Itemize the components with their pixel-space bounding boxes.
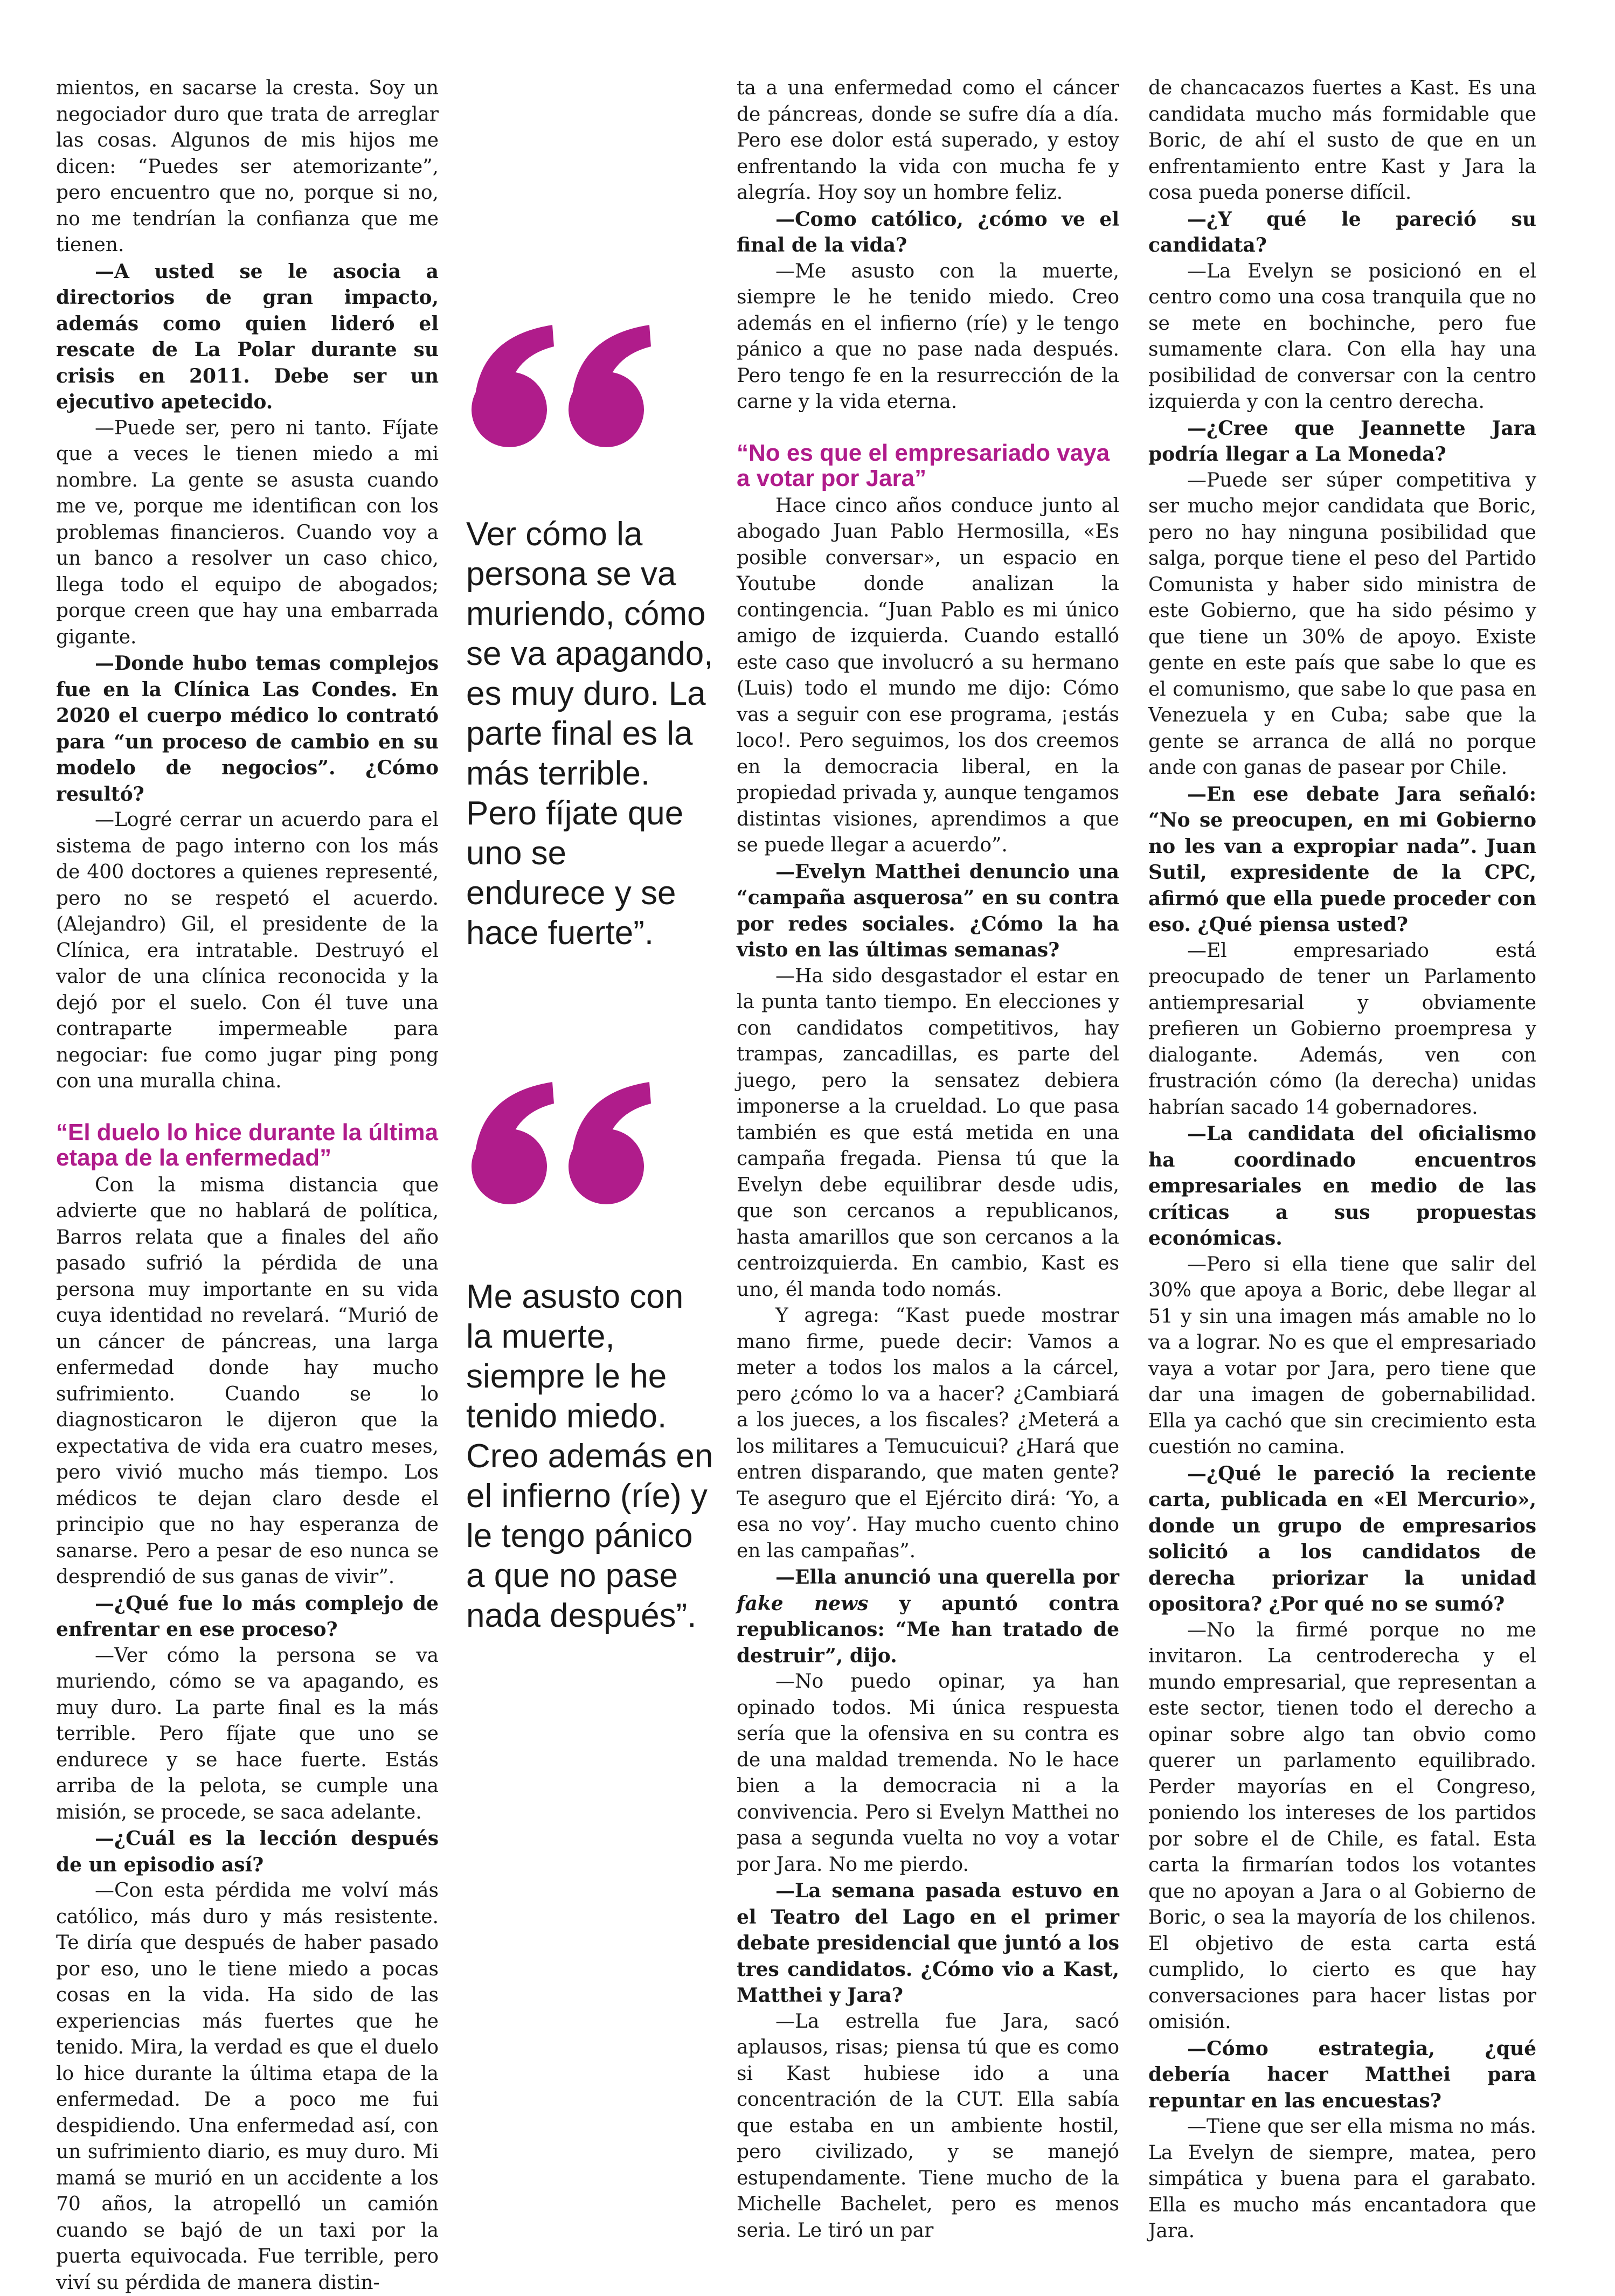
question: —La candidata del oficialismo ha coordinado encuentros empresariales en medio de las críticas a sus propuestas económicas. xyxy=(1148,1122,1536,1250)
question-text: —Ella anunció una querella por xyxy=(775,1566,1119,1589)
paragraph: de chancacazos fuertes a Kast. Es una candidata mucho más formidable que Boric, de ahí el susto de que en un enfrentamiento entre Kast y Jara la cosa pueda ponerse difícil. xyxy=(1148,77,1536,204)
question: —¿Qué le pareció la reciente carta, publicada en «El Mercurio», donde un grupo de empresarios solicitó a los candidatos de derecha priorizar la unidad opositora? ¿Por qué no se sumó? xyxy=(1148,1462,1536,1615)
answer: —No la firmé porque no me invitaron. La centroderecha y el mundo empresarial, que representan a este sector, tienen todo el derecho a opinar sobre algo tan obvio como querer un parlamento equilibrado. Perder mayorías en el Congreso, poniendo los intereses de los partidos por sobre el de Chile, es fatal. Esta carta la firmarían todos los votantes que no apoyan a Jara o al Gobierno de Boric, o sea la mayoría de los chilenos. El objetivo de esta carta está cumplido, lo cierto es que hay conversaciones para hacer listas por omisión. xyxy=(1148,1619,1536,2033)
column-3 xyxy=(1148,75,1536,2245)
answer: —El empresariado está preocupado de tener un Parlamento antiempresarial y obviamente prefieren un Gobierno proempresa y dialogante. Además, ven con frustración cómo (la derecha) unidas habrían sacado 14 gobernadores. xyxy=(1148,939,1536,1119)
paragraph: Con la misma distancia que advierte que no hablará de política, Barros relata que a finales del año pasado sufrió la pérdida de una persona muy importante en su vida cuya identidad no revelará. “Murió de un cáncer de páncreas, una larga enfermedad donde hay mucho sufrimiento. Cuando se lo diagnosticaron le dijeron que la expectativa de vida era cuatro meses, pero vivió mucho más tiempo. Los médicos te dejan claro desde el principio que no hay esperanza de sanarse. Pero a pesar de eso nunca se desprendió de sus ganas de vivir”. xyxy=(56,1174,439,1588)
question: —Donde hubo temas complejos fue en la Clínica Las Condes. En 2020 el cuerpo médico lo contrató para “un proceso de cambio en su modelo de negocios”. ¿Cómo resultó? xyxy=(56,652,439,806)
paragraph: ta a una enfermedad como el cáncer de páncreas, donde se sufre día a día. Pero ese dolor está superado, y estoy enfrentando la vida con mucha fe y alegría. Hoy soy un hombre feliz. xyxy=(737,77,1119,204)
answer: —Me asusto con la muerte, siempre le he tenido miedo. Creo además en el infierno (ríe) y le tengo pánico a que no pase nada después. Pero tengo fe en la resurrección de la carne y la vida eterna. xyxy=(737,260,1119,413)
question: —Cómo estrategia, ¿qué debería hacer Matthei para repuntar en las encuestas? xyxy=(1148,2037,1536,2112)
answer: —No puedo opinar, ya han opinado todos. Mi única respuesta sería que la ofensiva en su contra es de una maldad tremenda. No le hace bien a la democracia ni a la convivencia. Pero si Evelyn Matthei no pasa a segunda vuelta no voy a votar por Jara. No me pierdo. xyxy=(737,1670,1119,1876)
answer: —Ver cómo la persona se va muriendo, cómo se va apagando, es muy duro. La parte final es la más terrible. Pero fíjate que uno se endurece y se hace fuerte. Estás arriba de la pelota, se cumple una misión, se procede, se saca adelante. xyxy=(56,1644,439,1823)
question: —Evelyn Matthei denuncio una “campaña asquerosa” en su contra por redes sociales. ¿Cómo la ha visto en las últimas semanas? xyxy=(737,860,1119,961)
column-1 xyxy=(56,75,439,2296)
answer: —Con esta pérdida me volví más católico, más duro y más resistente. Te diría que después de haber pasado por eso, uno le tiene miedo a pocas cosas en la vida. Ha sido de las experiencias más fuertes que he tenido. Mira, la verdad es que el duelo lo hice durante la última etapa de la enfermedad. De a poco me fui despidiendo. Una enfermedad así, con un sufrimiento diario, es muy duro. Mi mamá se murió en un accidente a los 70 años, la atropelló un camión cuando se bajó de un taxi por la puerta equivocada. Fue terrible, pero viví su pérdida de manera distin- xyxy=(56,1879,439,2294)
paragraph: Hace cinco años conduce junto al abogado Juan Pablo Hermosilla, «Es posible conversar», un espacio en Youtube donde analizan la contingencia. “Juan Pablo es mi único amigo de izquierda. Cuando estalló este caso que involucró a su hermano (Luis) todo el mundo me dijo: Cómo vas a seguir con ese programa, ¡estás loco!. Pero seguimos, los dos creemos en la democracia liberal, en la propiedad privada y, aunque tengamos distintas visiones, aprendimos a que se puede llegar a acuerdo”. xyxy=(737,494,1119,856)
question: —¿Cree que Jeannette Jara podría llegar a La Moneda? xyxy=(1148,417,1536,466)
question: —¿Y qué le pareció su candidata? xyxy=(1148,207,1536,256)
answer: —La estrella fue Jara, sacó aplausos, risas; piensa tú que es como si Kast hubiese ido a una concentración de la CUT. Ella sabía que estaba en un ambiente hostil, pero civilizado, y se manejó estupendamente. Tiene mucho de la Michelle Bachelet, pero es menos seria. Le tiró un par xyxy=(737,2010,1119,2242)
section-heading: “El duelo lo hice durante la última etapa de la enfermedad” xyxy=(56,1119,439,1171)
paragraph: Y agrega: “Kast puede mostrar mano firme, puede decir: Vamos a meter a todos los malos a la cárcel, pero ¿cómo lo va a hacer? ¿Cambiará a los jueces, a los fiscales? ¿Meterá a los militares a Temucuicui? ¿Hará que entren disparando, que maten gente? Te aseguro que el Ejército dirá: ‘Yo, a esa no voy’. Hay mucho cuento chino en las campañas”. xyxy=(737,1305,1119,1562)
pull-quote-1: Ver cómo la persona se va muriendo, cómo se va apagando, es muy duro. La parte final es la más terrible. Pero fíjate que uno se endurece y se hace fuerte”. xyxy=(466,516,713,952)
quote-mark-icon xyxy=(463,315,657,450)
question: —Como católico, ¿cómo ve el final de la vida? xyxy=(737,207,1119,256)
answer: —La Evelyn se posicionó en el centro como una cosa tranquila que no se mete en bochinche, pero fue sumamente clara. Con ella hay una posibilidad de conversar con la centro izquierda y con la centro derecha. xyxy=(1148,260,1536,413)
paragraph: mientos, en sacarse la cresta. Soy un negociador duro que trata de arreglar las cosas. Algunos de mis hijos me dicen: “Puedes ser atemorizante”, pero encuentro que no, porque si no, no me tendrían la confianza que me tienen. xyxy=(56,77,439,256)
answer: —Tiene que ser ella misma no más. La Evelyn de siempre, matea, pero simpática y buena para el garabato. Ella es mucho más encantadora que Jara. xyxy=(1148,2115,1536,2242)
pull-quote-2: Me asusto con la muerte, siempre le he tenido miedo. Creo además en el infierno (ríe) y le tengo pánico a que no pase nada después”. xyxy=(466,1278,713,1634)
answer: —Logré cerrar un acuerdo para el sistema de pago interno con los más de 400 doctores a quienes representé, pero no se respetó el acuerdo. (Alejandro) Gil, el presidente de la Clínica, era intratable. Destruyó el valor de una clínica reconocida y la dejó por el suelo. Con él tuve una contraparte impermeable para negociar: fue como jugar ping pong con una muralla china. xyxy=(56,809,439,1092)
italic-term: fake news xyxy=(737,1592,869,1615)
answer: —Puede ser, pero ni tanto. Fíjate que a veces le tienen miedo a mi nombre. La gente se asusta cuando me ve, porque me identifican con los problemas financieros. Cuando voy a un banco a resolver un caso chico, llega todo el equipo de abogados; porque creen que hay una embarrada gigante. xyxy=(56,417,439,648)
section-heading: “No es que el empresariado vaya a votar por Jara” xyxy=(737,439,1110,491)
question: —La semana pasada estuvo en el Teatro del Lago en el primer debate presidencial que juntó a los tres candidatos. ¿Cómo vio a Kast, Matthei y Jara? xyxy=(737,1879,1119,2007)
question: —En ese debate Jara señaló: “No se preocupen, en mi Gobierno no les van a expropiar nada”. Juan Sutil, expresidente de la CPC, afirmó que ella puede proceder con eso. ¿Qué piensa usted? xyxy=(1148,782,1536,936)
question xyxy=(737,1564,1119,1669)
question: —¿Cuál es la lección después de un episodio así? xyxy=(56,1827,439,1876)
answer: —Puede ser súper competitiva y ser mucho mejor candidata que Boric, pero no hay ninguna posibilidad que salga, porque tiene el peso del Partido Comunista y haber sido ministra de este Gobierno, que ha sido pésimo y que tiene un 30% de apoyo. Existe gente en este país que sabe lo que es el comunismo, que sabe lo que pasa en Venezuela y en Cuba; sabe que la gente se arranca de allá no porque ande con ganas de pasear por Chile. xyxy=(1148,469,1536,779)
column-2 xyxy=(737,75,1119,2244)
question: —A usted se le asocia a directorios de gran impacto, además como quien lideró el rescate de La Polar durante su crisis en 2011. Debe ser un ejecutivo apetecido. xyxy=(56,260,439,413)
quote-mark-icon xyxy=(463,1072,657,1207)
answer: —Pero si ella tiene que salir del 30% que apoya a Boric, debe llegar al 51 y sin una imagen más amable no lo va a lograr. No es que el empresariado vaya a votar por Jara, pero tiene que dar una imagen de gobernabilidad. Ella ya cachó que sin crecimiento esta cuestión no camina. xyxy=(1148,1253,1536,1458)
question: —¿Qué fue lo más complejo de enfrentar en ese proceso? xyxy=(56,1592,439,1641)
answer: —Ha sido desgastador el estar en la punta tanto tiempo. En elecciones y con candidatos competitivos, hay trampas, zancadillas, es parte del juego, pero la sensatez debiera imponerse a la crueldad. Lo que pasa también es que está metida en una campaña fregada. Piensa tú que la Evelyn debe equilibrar desde udis, que son cercanos a republicanos, hasta amarillos que son cercanos a la centroizquierda. En cambio, Kast es uno, él manda todo nomás. xyxy=(737,965,1119,1301)
question-text: y apuntó contra republicanos: “Me han tratado de destruir”, dijo. xyxy=(737,1592,1119,1667)
